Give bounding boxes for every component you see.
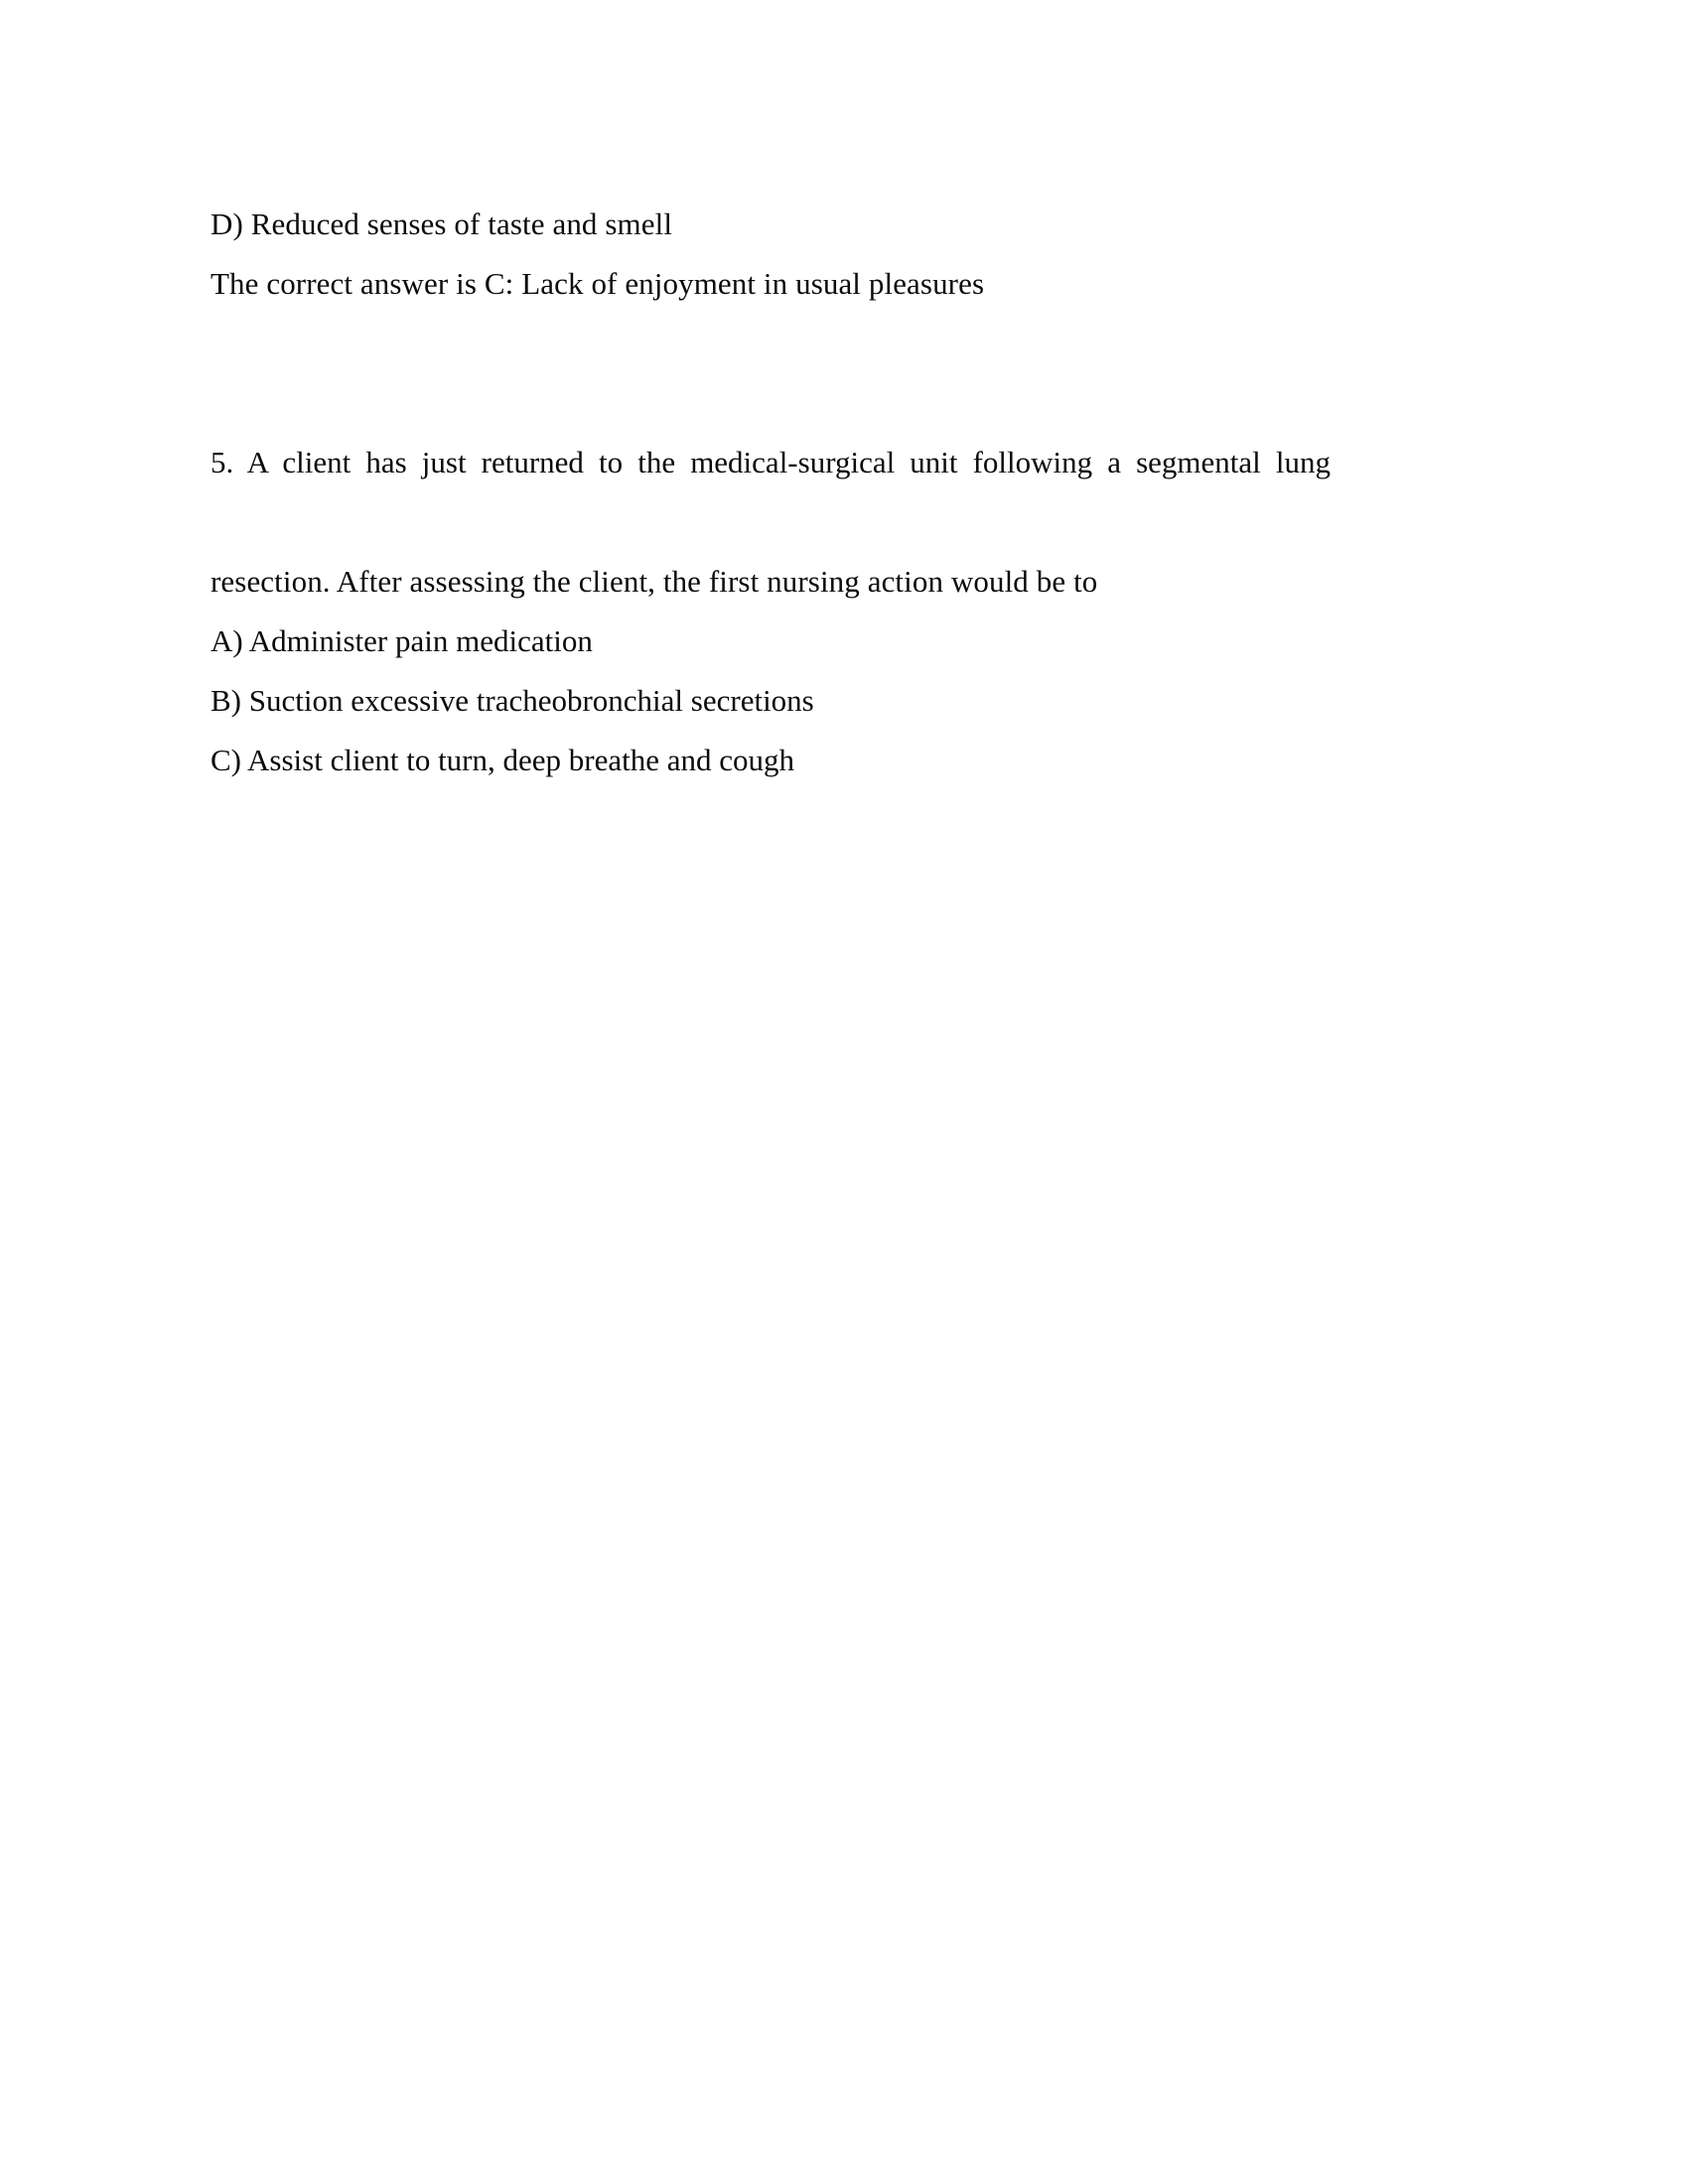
block-spacer bbox=[211, 314, 1333, 433]
correct-answer-line: The correct answer is C: Lack of enjoyment in usual pleasures bbox=[211, 266, 985, 301]
question-5-stem-line-1: 5. A client has just returned to the medical-surgical unit following a segmental lung bbox=[211, 445, 1331, 479]
question-5-stem-line-2: resection. After assessing the client, the first nursing action would be to bbox=[211, 564, 1098, 599]
question-5-option-b: B) Suction excessive tracheobronchial secretions bbox=[211, 683, 814, 718]
question-5-option-c: C) Assist client to turn, deep breathe and cough bbox=[211, 743, 795, 777]
previous-question-tail-block bbox=[211, 195, 1333, 314]
question-5-block bbox=[211, 433, 1333, 790]
text-column bbox=[211, 195, 1333, 790]
option-d-line: D) Reduced senses of taste and smell bbox=[211, 206, 673, 241]
question-5-option-a: A) Administer pain medication bbox=[211, 623, 593, 658]
